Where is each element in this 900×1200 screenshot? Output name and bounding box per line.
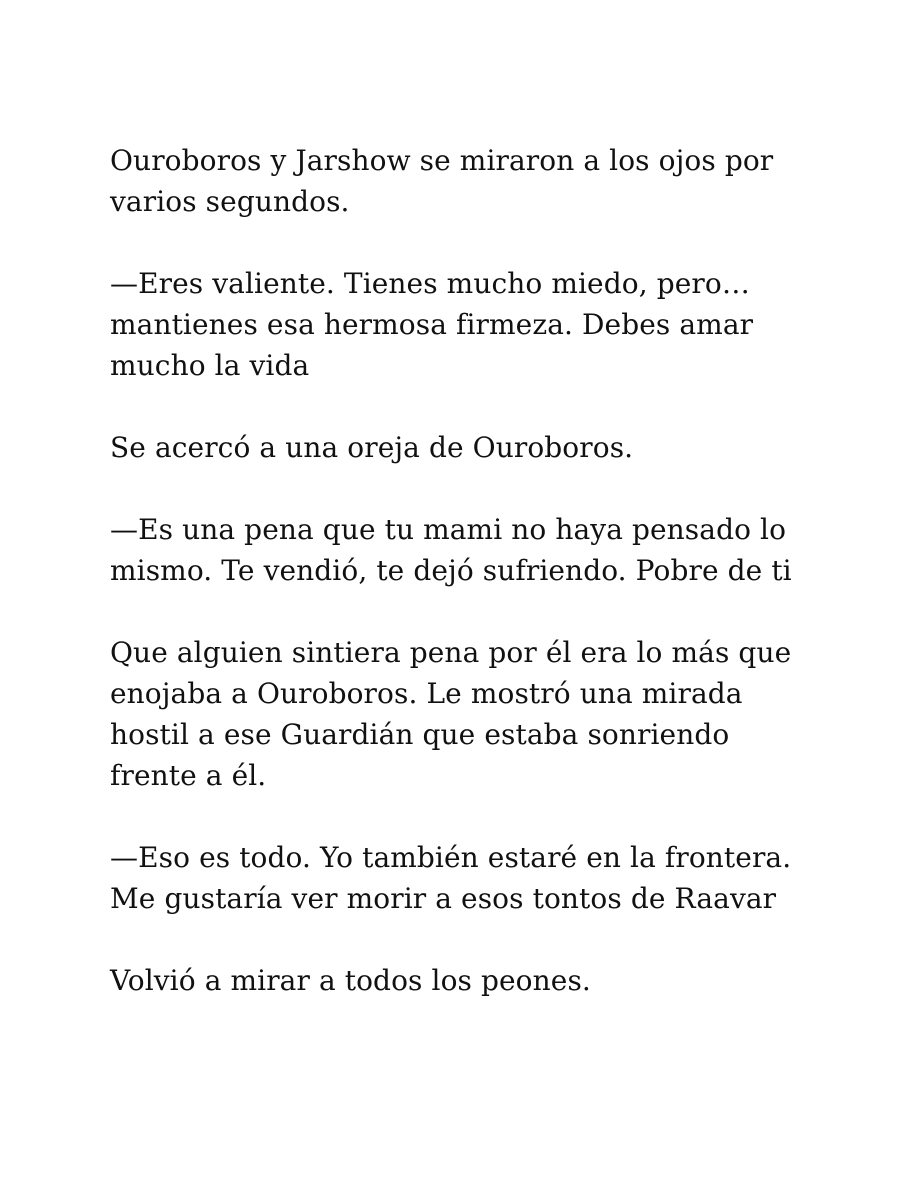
text-line: mucho la vida — [110, 349, 310, 382]
text-line: Ouroboros y Jarshow se miraron a los ojos por — [110, 144, 774, 177]
text-line: Me gustaría ver morir a esos tontos de Raavar — [110, 882, 777, 915]
text-line: Volvió a mirar a todos los peones. — [110, 964, 591, 997]
text-line: Que alguien sintiera pena por él era lo más que — [110, 636, 792, 669]
text-line: mismo. Te vendió, te dejó sufriendo. Pobre de ti — [110, 554, 792, 587]
text-line: enojaba a Ouroboros. Le mostró una mirada — [110, 677, 743, 710]
text-line: mantienes esa hermosa firmeza. Debes amar — [110, 308, 754, 341]
paragraph-5 — [110, 632, 810, 796]
paragraph-2 — [110, 263, 810, 386]
text-line: —Es una pena que tu mami no haya pensado lo — [110, 513, 787, 546]
paragraph-4 — [110, 509, 810, 591]
text-line: varios segundos. — [110, 185, 350, 218]
paragraph-6 — [110, 837, 810, 919]
text-line: hostil a ese Guardián que estaba sonriendo — [110, 718, 730, 751]
text-line: —Eres valiente. Tienes mucho miedo, pero… — [110, 267, 750, 300]
story-text — [110, 140, 810, 1042]
text-line: frente a él. — [110, 759, 267, 792]
text-line: —Eso es todo. Yo también estaré en la frontera. — [110, 841, 792, 874]
paragraph-7 — [110, 960, 810, 1001]
paragraph-3 — [110, 427, 810, 468]
text-line: Se acercó a una oreja de Ouroboros. — [110, 431, 634, 464]
paragraph-1 — [110, 140, 810, 222]
